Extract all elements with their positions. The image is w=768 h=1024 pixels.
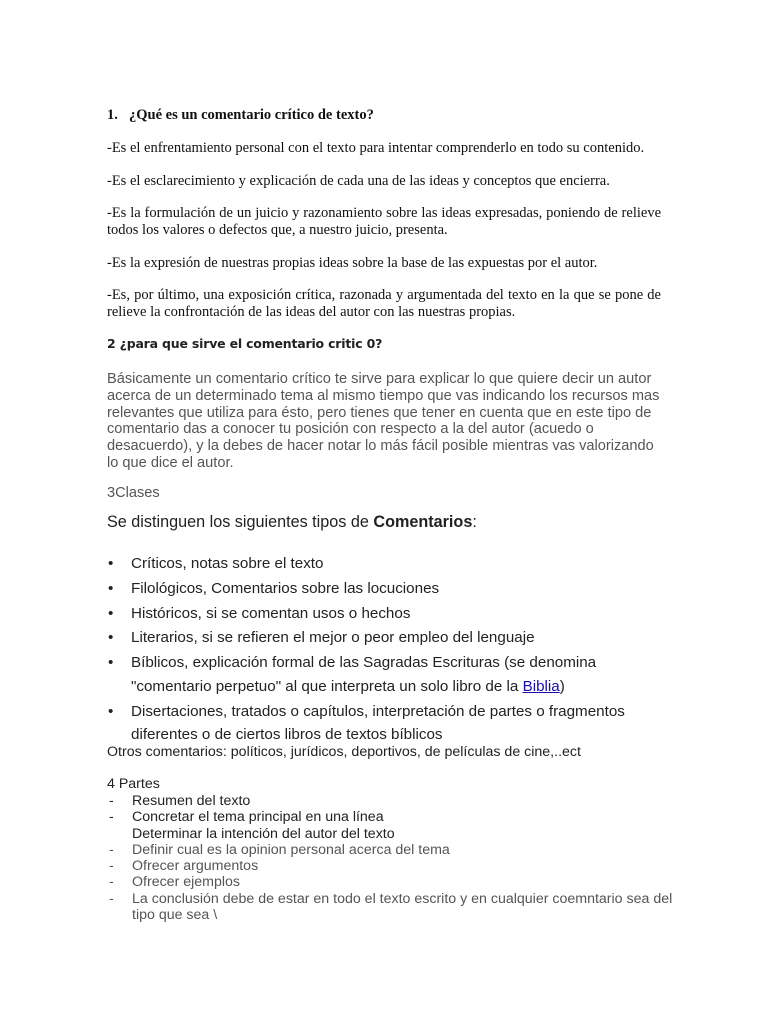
section3-intro — [107, 513, 477, 532]
list-item-text: Resumen del texto — [132, 793, 251, 809]
biblia-link[interactable]: Biblia — [522, 677, 560, 695]
list-item — [107, 858, 677, 874]
list-item-text: Concretar el tema principal en una línea — [132, 809, 384, 826]
dash-marker: - — [109, 890, 114, 907]
bullet-icon: • — [108, 654, 114, 672]
list-item — [107, 842, 677, 858]
list-item-text: Ofrecer argumentos — [132, 858, 259, 875]
dash-marker: - — [109, 793, 114, 809]
bullet-icon: • — [108, 629, 114, 647]
list-item-text: Definir cual es la opinion personal acerca del tema — [132, 841, 450, 858]
bullet-icon: • — [108, 555, 114, 572]
list-item-text: Críticos, notas sobre el texto — [131, 555, 324, 572]
dash-marker: - — [109, 841, 114, 858]
list-item — [107, 874, 677, 890]
list-item-text: Determinar la intención del autor del texto — [132, 825, 395, 842]
list-item — [107, 651, 677, 698]
section1-paragraph: -Es, por último, una exposición crítica, razonada y argumentada del texto en la que se pone de relieve la confrontación de las ideas del autor con las nuestras propias. — [107, 287, 661, 320]
dash-marker: - — [109, 874, 114, 891]
section1-paragraph: -Es la expresión de nuestras propias ideas sobre la base de las expuestas por el autor. — [107, 255, 598, 271]
list-item — [107, 891, 677, 924]
list-item-text: Históricos, si se comentan usos o hechos — [131, 604, 411, 622]
section1-number: 1. — [107, 107, 118, 123]
section2-paragraph: Básicamente un comentario crítico te sirve para explicar lo que quiere decir un autor acerca de un determinado tema al mismo tiempo que vas indicando los recursos mas relevantes que utiliza para ésto, pero tienes que tener en cuenta que en este tipo de comentario das a conocer tu posición con respecto a la del autor (acuedo o desacuerdo), y la debes de hacer notar lo más fácil posible mientras vas valorizando lo que dice el autor. — [107, 371, 660, 471]
list-item-text: Filológicos, Comentarios sobre las locuciones — [131, 579, 440, 597]
other-comments: Otros comentarios: políticos, jurídicos, deportivos, de películas de cine,..ect — [107, 744, 581, 760]
bullet-icon: • — [108, 702, 114, 720]
dash-marker: - — [109, 809, 114, 826]
comment-types-list — [107, 552, 677, 748]
section1-paragraph: -Es la formulación de un juicio y razonamiento sobre las ideas expresadas, poniendo de relieve todos los valores o defectos que, a nuestro juicio, presenta. — [107, 205, 661, 238]
section1-heading — [107, 107, 374, 124]
section1-paragraph: -Es el enfrentamiento personal con el texto para intentar comprenderlo en todo su contenido. — [107, 140, 645, 156]
list-item — [107, 552, 677, 576]
list-item-text: Ofrecer ejemplos — [132, 874, 241, 891]
list-item-suffix: ) — [559, 677, 565, 695]
list-item — [107, 602, 677, 626]
section2-heading: 2 ¿para que sirve el comentario critic 0? — [107, 336, 383, 351]
list-item — [107, 826, 677, 842]
list-item-text: Bíblicos, explicación formal de las Sagradas Escrituras (se denomina "comentario perpetuo" al que interpreta un solo libro de la — [131, 654, 597, 695]
intro-prefix: Se distinguen los siguientes tipos de — [107, 513, 374, 531]
list-item — [107, 809, 677, 825]
intro-bold: Comentarios — [373, 513, 473, 531]
list-item-text: Disertaciones, tratados o capítulos, interpretación de partes o fragmentos diferentes o de ciertos libros de textos bíblicos — [131, 702, 625, 744]
section1-paragraph: -Es el esclarecimiento y explicación de cada una de las ideas y conceptos que encierra. — [107, 173, 610, 189]
bullet-icon: • — [108, 604, 114, 622]
section1-heading-text: ¿Qué es un comentario crítico de texto? — [129, 107, 374, 123]
list-item — [107, 577, 677, 601]
bullet-icon: • — [108, 579, 114, 597]
dash-marker: - — [109, 858, 114, 875]
section3-heading: 3Clases — [107, 485, 160, 501]
list-item — [107, 700, 677, 747]
list-item — [107, 626, 677, 650]
intro-suffix: : — [472, 513, 477, 531]
list-item-text: Literarios, si se refieren el mejor o peor empleo del lenguaje — [131, 629, 535, 647]
parts-list — [107, 793, 677, 923]
section4-heading: 4 Partes — [107, 776, 160, 792]
list-item — [107, 793, 677, 809]
list-item-text: La conclusión debe de estar en todo el texto escrito y en cualquier coemntario sea del tipo que sea \ — [132, 890, 673, 924]
